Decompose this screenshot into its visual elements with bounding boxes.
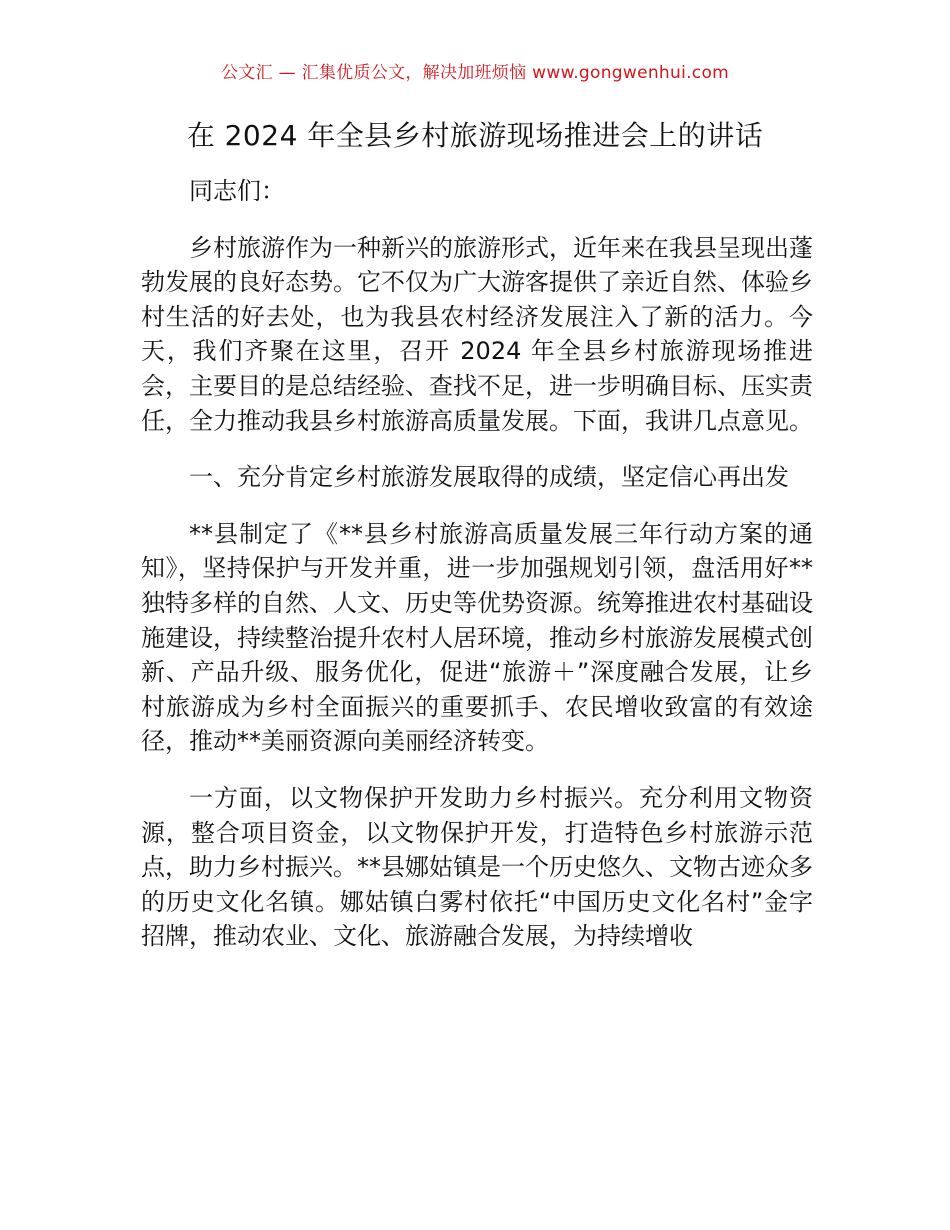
paragraph-cultural-relics: 一方面，以文物保护开发助力乡村振兴。充分利用文物资源，整合项目资金，以文物保护开发，打造特色乡村旅游示范点，助力乡村振兴。**县娜姑镇是一个历史悠久、文物古迹众多的历史文化名镇。娜姑镇白雾村依托“中国历史文化名村”金字招牌，推动农业、文化、旅游融合发展，为持续增收 [141, 783, 813, 951]
watermark-header: 公文汇 — 汇集优质公文，解决加班烦恼 www.gongwenhui.com [220, 63, 730, 83]
paragraph-intro: 乡村旅游作为一种新兴的旅游形式，近年来在我县呈现出蓬勃发展的良好态势。它不仅为广大游客提供了亲近自然、体验乡村生活的好去处，也为我县农村经济发展注入了新的活力。今天，我们齐聚在这里，召开 2024 年全县乡村旅游现场推进会，主要目的是总结经验、查找不足，进一步明确目标、压实责任，全力推动我县乡村旅游高质量发展。下面，我讲几点意见。 [141, 233, 813, 435]
section-heading-1: 一、充分肯定乡村旅游发展取得的成绩，坚定信心再出发 [189, 463, 789, 492]
document-body [141, 174, 813, 954]
greeting: 同志们： [189, 177, 285, 205]
page-title: 在 2024 年全县乡村旅游现场推进会上的讲话 [186, 119, 764, 152]
paragraph-achievements: **县制定了《**县乡村旅游高质量发展三年行动方案的通知》，坚持保护与开发并重，进一步加强规划引领，盘活用好**独特多样的自然、人文、历史等优势资源。统筹推进农村基础设施建设，持续整治提升农村人居环境，推动乡村旅游发展模式创新、产品升级、服务优化，促进“旅游＋”深度融合发展，让乡村旅游成为乡村全面振兴的重要抓手、农民增收致富的有效途径，推动**美丽资源向美丽经济转变。 [141, 519, 813, 756]
